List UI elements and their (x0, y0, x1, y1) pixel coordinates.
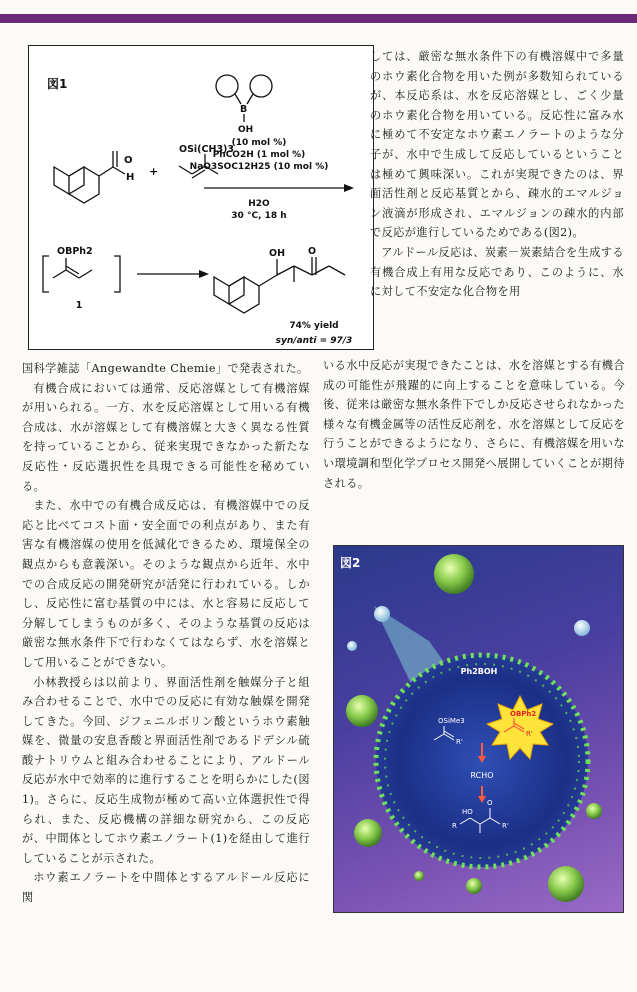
paragraph: アルドール反応は、炭素－炭素結合を生成する有機合成上有用な反応であり、このように、水に対して不安定な化合物を用 (370, 245, 624, 299)
figure-2 (333, 545, 624, 913)
yield-text: 74% yield (289, 321, 339, 331)
surfactant-droplet (346, 695, 378, 727)
catalyst-oh-text: OH (238, 125, 254, 135)
figure-1-label: 図1 (47, 77, 68, 91)
product-rp-label: R' (502, 822, 509, 830)
small-droplet (374, 606, 390, 622)
silyl-reagent-text: OSi(CH3)3 (179, 144, 235, 155)
product-r-label: R (452, 822, 457, 830)
plus-sign: + (149, 165, 159, 178)
surfactant-droplet (586, 803, 602, 819)
small-droplet (347, 641, 357, 651)
right-text-column-top (370, 47, 624, 302)
product-ho-label: HO (462, 808, 473, 816)
surfactant-droplet (466, 878, 482, 894)
product-o-text: O (308, 246, 317, 257)
aldehyde-label: RCHO (470, 771, 494, 780)
figure-2-illustration (334, 546, 623, 912)
small-droplet (574, 620, 590, 636)
figure-2-label: 図2 (340, 556, 361, 570)
right-text-column-bottom (323, 356, 625, 493)
enolate-r-label: R' (526, 730, 533, 738)
product-o-label: O (487, 799, 493, 807)
paragraph: 国科学雑誌「Angewandte Chemie」で発表された。 (22, 362, 309, 375)
surfactant-droplet (414, 871, 424, 881)
intermediate-number: 1 (75, 300, 83, 311)
condition-1: (10 mol %) (231, 138, 287, 148)
surfactant-droplet (434, 554, 474, 594)
figure-1-scheme (29, 46, 373, 349)
aldehyde-h-text: H (126, 172, 135, 183)
intermediate-text: OBPh2 (57, 246, 93, 257)
paragraph: 小林教授らは以前より、界面活性剤を触媒分子と組み合わせることで、水中での反応に有効な触媒を開発してきた。今回、ジフェニルボリン酸というホウ素触媒を、微量の安息香酸と界面活性剤であるドデシル硫酸ナトリウムと組み合わせることにより、アルドール反応が水中で効率的に進行することを明らかにした(図1)。さらに、反応生成物が極めて高い立体選択性で得られ、また、反応機構の詳細な研究から、この反応が、中間体としてホウ素エノラート(1)を経由して進行していることが示された。 (22, 675, 310, 865)
condition-4: H2O (248, 199, 270, 209)
paragraph: ホウ素エノラートを中間体とするアルドール反応に関 (22, 871, 310, 905)
selectivity-text: syn/anti = 97/3 (275, 336, 353, 346)
condition-5: 30 °C, 18 h (231, 211, 287, 221)
condition-2: PhCO2H (1 mol %) (212, 150, 306, 160)
header-accent-bar (0, 14, 637, 23)
condition-3: NaO3SOC12H25 (10 mol %) (189, 162, 329, 172)
boron-atom: B (240, 104, 248, 115)
aldehyde-o-text: O (124, 155, 133, 166)
product-oh-text: OH (269, 248, 286, 259)
catalyst-label: Ph2BOH (460, 667, 498, 676)
paragraph: 有機合成においては通常、反応溶媒として有機溶媒が用いられる。一方、水を反応溶媒として用いる有機合成は、水が溶媒として有機溶媒と大きく異なる性質を持っていることから、従来実現できなかった新たな反応性・反応選択性を具現できる可能性を秘めている。 (22, 381, 310, 493)
paragraph: しては、厳密な無水条件下の有機溶媒中で多量のホウ素化合物を用いた例が多数知られているが、本反応系は、水を反応溶媒とし、ごく少量のホウ素化合物を用いている。反応性に富み水に極めて不安定なホウ素エノラートのような分子が、水中で生成して反応しているということは極めて興味深い。これが実現できたのは、界面活性剤と反応基質とから、疎水的エマルジョン液滴が形成され、エマルジョンの疎水的内部で反応が進行しているためである(図2)。 (370, 50, 624, 240)
surfactant-droplet (354, 819, 382, 847)
r-prime-label: R' (456, 738, 463, 746)
surfactant-droplet (548, 866, 584, 902)
enolate-label: OBPh2 (510, 710, 537, 718)
paragraph: また、水中での有機合成反応は、有機溶媒中での反応と比べてコスト面・安全面での利点があり、また有害な有機溶媒の使用を低減化できるため、環境保全の観点からも意義深い。そのような観点から近年、水中での合成反応の開発研究が活発に行われている。しかし、反応性に富む基質の中には、水と容易に反応して分解してしまうものが多く、そのような基質の反応は厳密な無水条件下で行わなくてはならず、水を溶媒として用いることができない。 (22, 499, 310, 669)
silyl-reagent-label: OSiMe3 (438, 717, 465, 725)
paragraph: いる水中反応が実現できたことは、水を溶媒とする有機合成の可能性が飛躍的に向上することを意味している。今後、従来は厳密な無水条件下でしか反応させられなかった様々な有機金属等の活性反応剤を、水を溶媒として反応を行うことができるようになり、さらに、有機溶媒を用いない環境調和型化学プロセス開発へ展開していくことが期待される。 (323, 359, 625, 490)
figure-1 (28, 45, 374, 350)
left-text-column (22, 359, 310, 908)
